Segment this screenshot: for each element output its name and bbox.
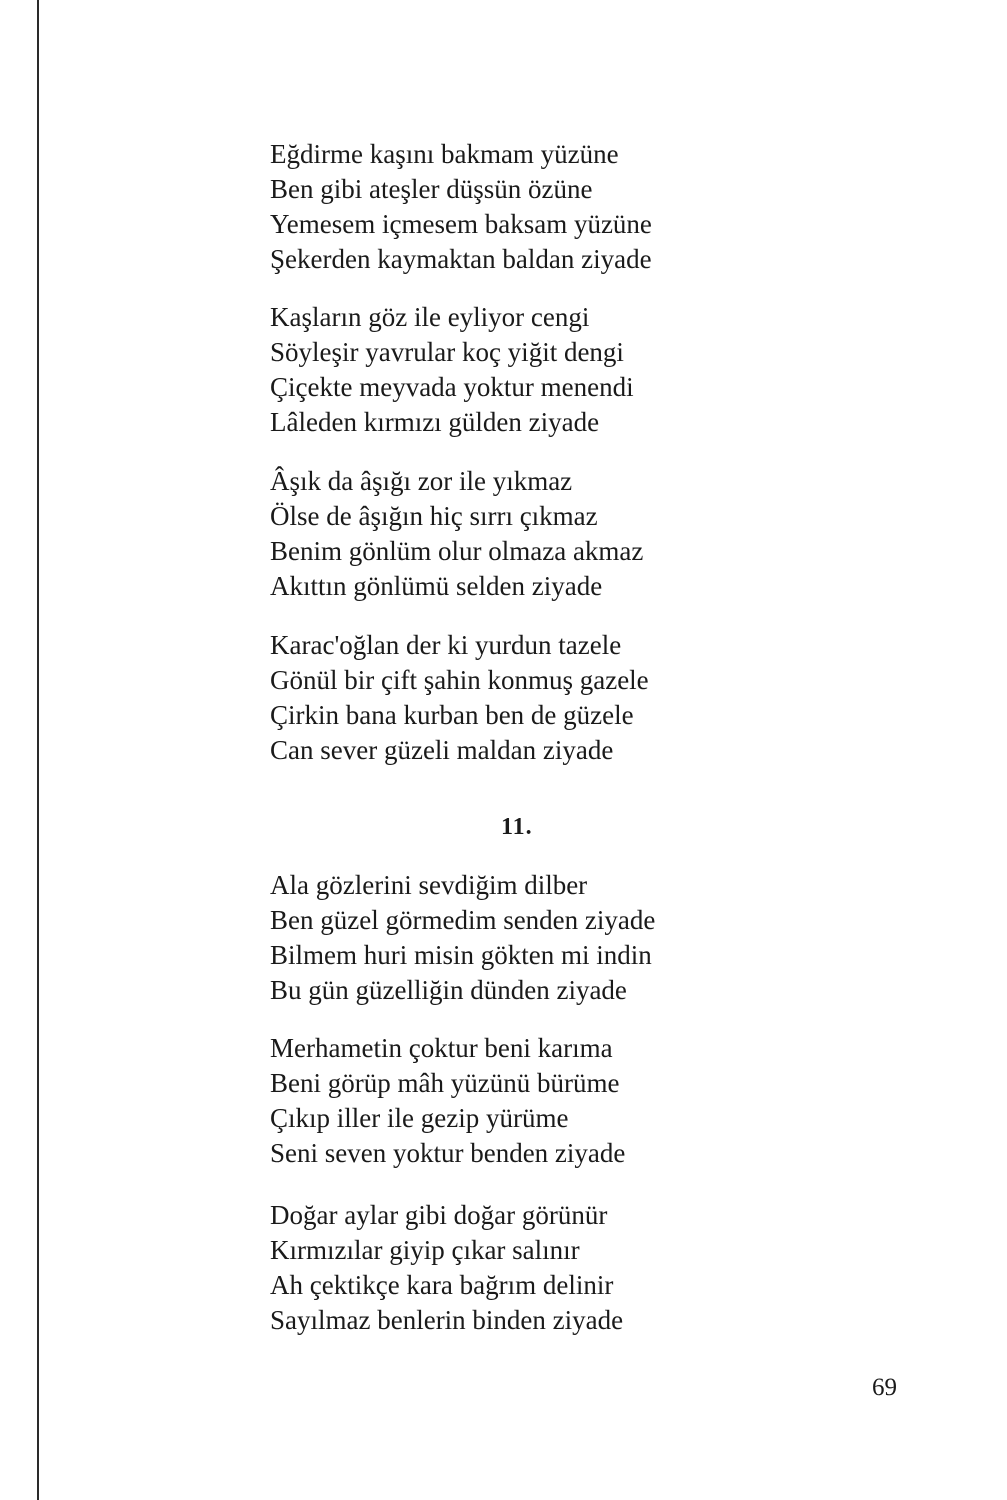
verse-line: Şekerden kaymaktan baldan ziyade [270,244,652,274]
verse-line: Beni görüp mâh yüzünü bürüme [270,1068,620,1098]
verse-line: Bu gün güzelliğin dünden ziyade [270,975,627,1005]
stanza-1 [270,137,890,277]
verse-line: Ah çektikçe kara bağrım delinir [270,1270,614,1300]
verse-line: Çiçekte meyvada yoktur menendi [270,372,634,402]
verse-line: Söyleşir yavrular koç yiğit dengi [270,337,624,367]
stanza-4 [270,628,890,768]
page-edge-line [37,0,39,1500]
verse-line: Can sever güzeli maldan ziyade [270,735,614,765]
stanza-3 [270,464,890,604]
verse-line: Kaşların göz ile eyliyor cengi [270,302,590,332]
verse-line: Sayılmaz benlerin binden ziyade [270,1305,624,1335]
stanza-7 [270,1198,890,1338]
verse-line: Ölse de âşığın hiç sırrı çıkmaz [270,501,598,531]
verse-line: Bilmem huri misin gökten mi indin [270,940,652,970]
stanza-2 [270,300,890,440]
page-number: 69 [872,1374,897,1401]
verse-line: Merhametin çoktur beni karıma [270,1033,613,1063]
verse-line: Çıkıp iller ile gezip yürüme [270,1103,569,1133]
verse-line: Gönül bir çift şahin konmuş gazele [270,665,649,695]
verse-line: Doğar aylar gibi doğar görünür [270,1200,608,1230]
verse-line: Lâleden kırmızı gülden ziyade [270,407,600,437]
verse-line: Çirkin bana kurban ben de güzele [270,700,634,730]
verse-line: Akıttın gönlümü selden ziyade [270,571,603,601]
verse-line: Ala gözlerini sevdiğim dilber [270,870,588,900]
verse-line: Benim gönlüm olur olmaza akmaz [270,536,644,566]
verse-line: Karac'oğlan der ki yurdun tazele [270,630,622,660]
stanza-5 [270,868,890,1008]
verse-line: Seni seven yoktur benden ziyade [270,1138,626,1168]
verse-line: Kırmızılar giyip çıkar salınır [270,1235,580,1265]
stanza-6 [270,1031,890,1171]
verse-line: Ben gibi ateşler düşsün özüne [270,174,593,204]
verse-line: Ben güzel görmedim senden ziyade [270,905,656,935]
verse-line: Yemesem içmesem baksam yüzüne [270,209,652,239]
verse-line: Âşık da âşığı zor ile yıkmaz [270,466,573,496]
poem-number: 11. [501,814,533,840]
verse-line: Eğdirme kaşını bakmam yüzüne [270,139,619,169]
